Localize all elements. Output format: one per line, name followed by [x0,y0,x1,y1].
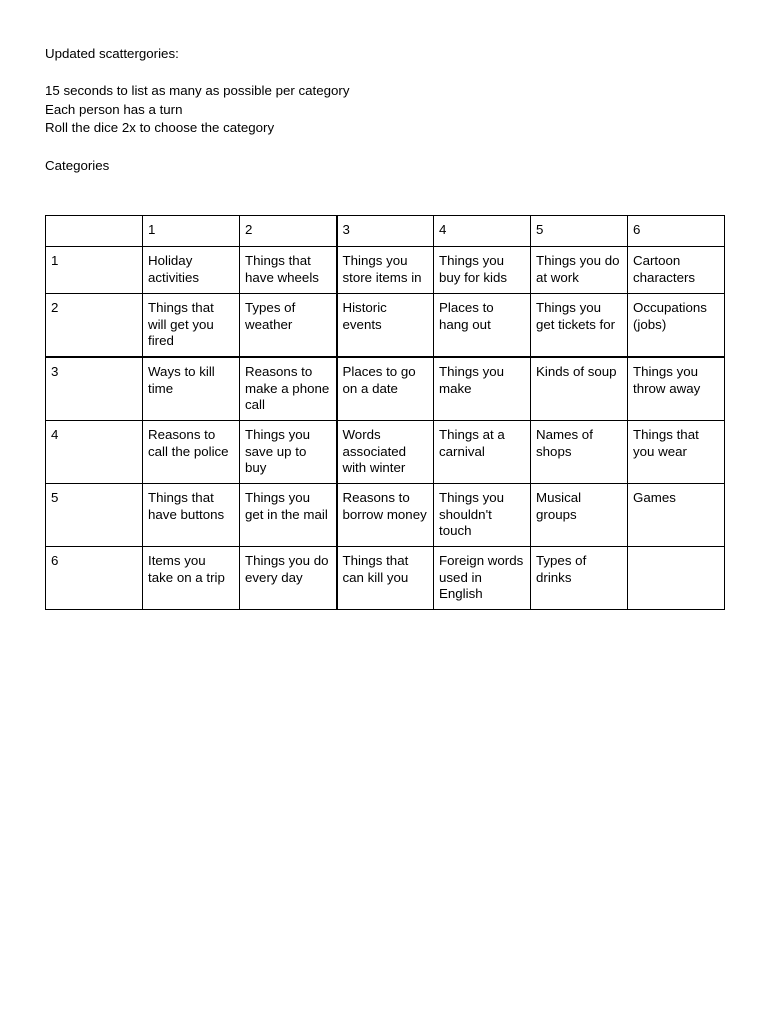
table-cell: Things you throw away [628,357,725,421]
rule-line: Each person has a turn [45,101,183,117]
table-cell: Places to go on a date [337,357,434,421]
table-header-cell: 5 [531,216,628,247]
table-row [46,421,725,484]
table-cell: Historic events [337,294,434,358]
table-cell: Reasons to borrow money [337,484,434,547]
table-cell: Things you buy for kids [434,247,531,294]
table-cell: Names of shops [531,421,628,484]
rule-line: Roll the dice 2x to choose the category [45,120,275,136]
table-cell: Types of drinks [531,547,628,610]
table-cell: Things that you wear [628,421,725,484]
document-page [45,45,725,175]
table-header-cell: 3 [337,216,434,247]
table-row [46,484,725,547]
table-cell: Foreign words used in English [434,547,531,610]
table-cell: Things that have buttons [143,484,240,547]
row-number-cell: 6 [46,547,143,610]
table-cell: Cartoon characters [628,247,725,294]
table-cell: Things at a carnival [434,421,531,484]
table-cell: Types of weather [240,294,337,358]
table-header-cell: 1 [143,216,240,247]
table-cell: Games [628,484,725,547]
row-number-cell: 5 [46,484,143,547]
row-number-cell: 1 [46,247,143,294]
table-cell: Occupations (jobs) [628,294,725,358]
table-cell: Ways to kill time [143,357,240,421]
table-cell: Holiday activities [143,247,240,294]
spacer [45,138,725,157]
table-row [46,547,725,610]
row-number-cell: 3 [46,357,143,421]
categories-heading: Categories [45,157,110,173]
table-row [46,294,725,358]
table-cell: Things you get in the mail [240,484,337,547]
categories-table [45,215,725,610]
table-header-cell [46,216,143,247]
table-cell: Words associated with winter [337,421,434,484]
table-cell: Reasons to call the police [143,421,240,484]
table-cell: Things you store items in [337,247,434,294]
table-cell: Kinds of soup [531,357,628,421]
table-cell: Reasons to make a phone call [240,357,337,421]
row-number-cell: 2 [46,294,143,358]
row-number-cell: 4 [46,421,143,484]
table-cell: Things you make [434,357,531,421]
table-header-cell: 2 [240,216,337,247]
table-cell: Things you do at work [531,247,628,294]
table-row [46,247,725,294]
table-cell: Things that can kill you [337,547,434,610]
table-header-cell: 6 [628,216,725,247]
table-cell: Things you do every day [240,547,337,610]
document-title: Updated scattergories: [45,46,179,61]
table-cell: Things you shouldn't touch [434,484,531,547]
table-cell: Things you save up to buy [240,421,337,484]
table-cell: Musical groups [531,484,628,547]
table-cell [628,547,725,610]
spacer [45,64,725,83]
table-header-row [46,216,725,247]
table-row [46,357,725,421]
table-cell: Things that will get you fired [143,294,240,358]
table-cell: Items you take on a trip [143,547,240,610]
table-header-cell: 4 [434,216,531,247]
table-cell: Things that have wheels [240,247,337,294]
rule-line: 15 seconds to list as many as possible per category [45,83,350,99]
table-cell: Places to hang out [434,294,531,358]
table-cell: Things you get tickets for [531,294,628,358]
